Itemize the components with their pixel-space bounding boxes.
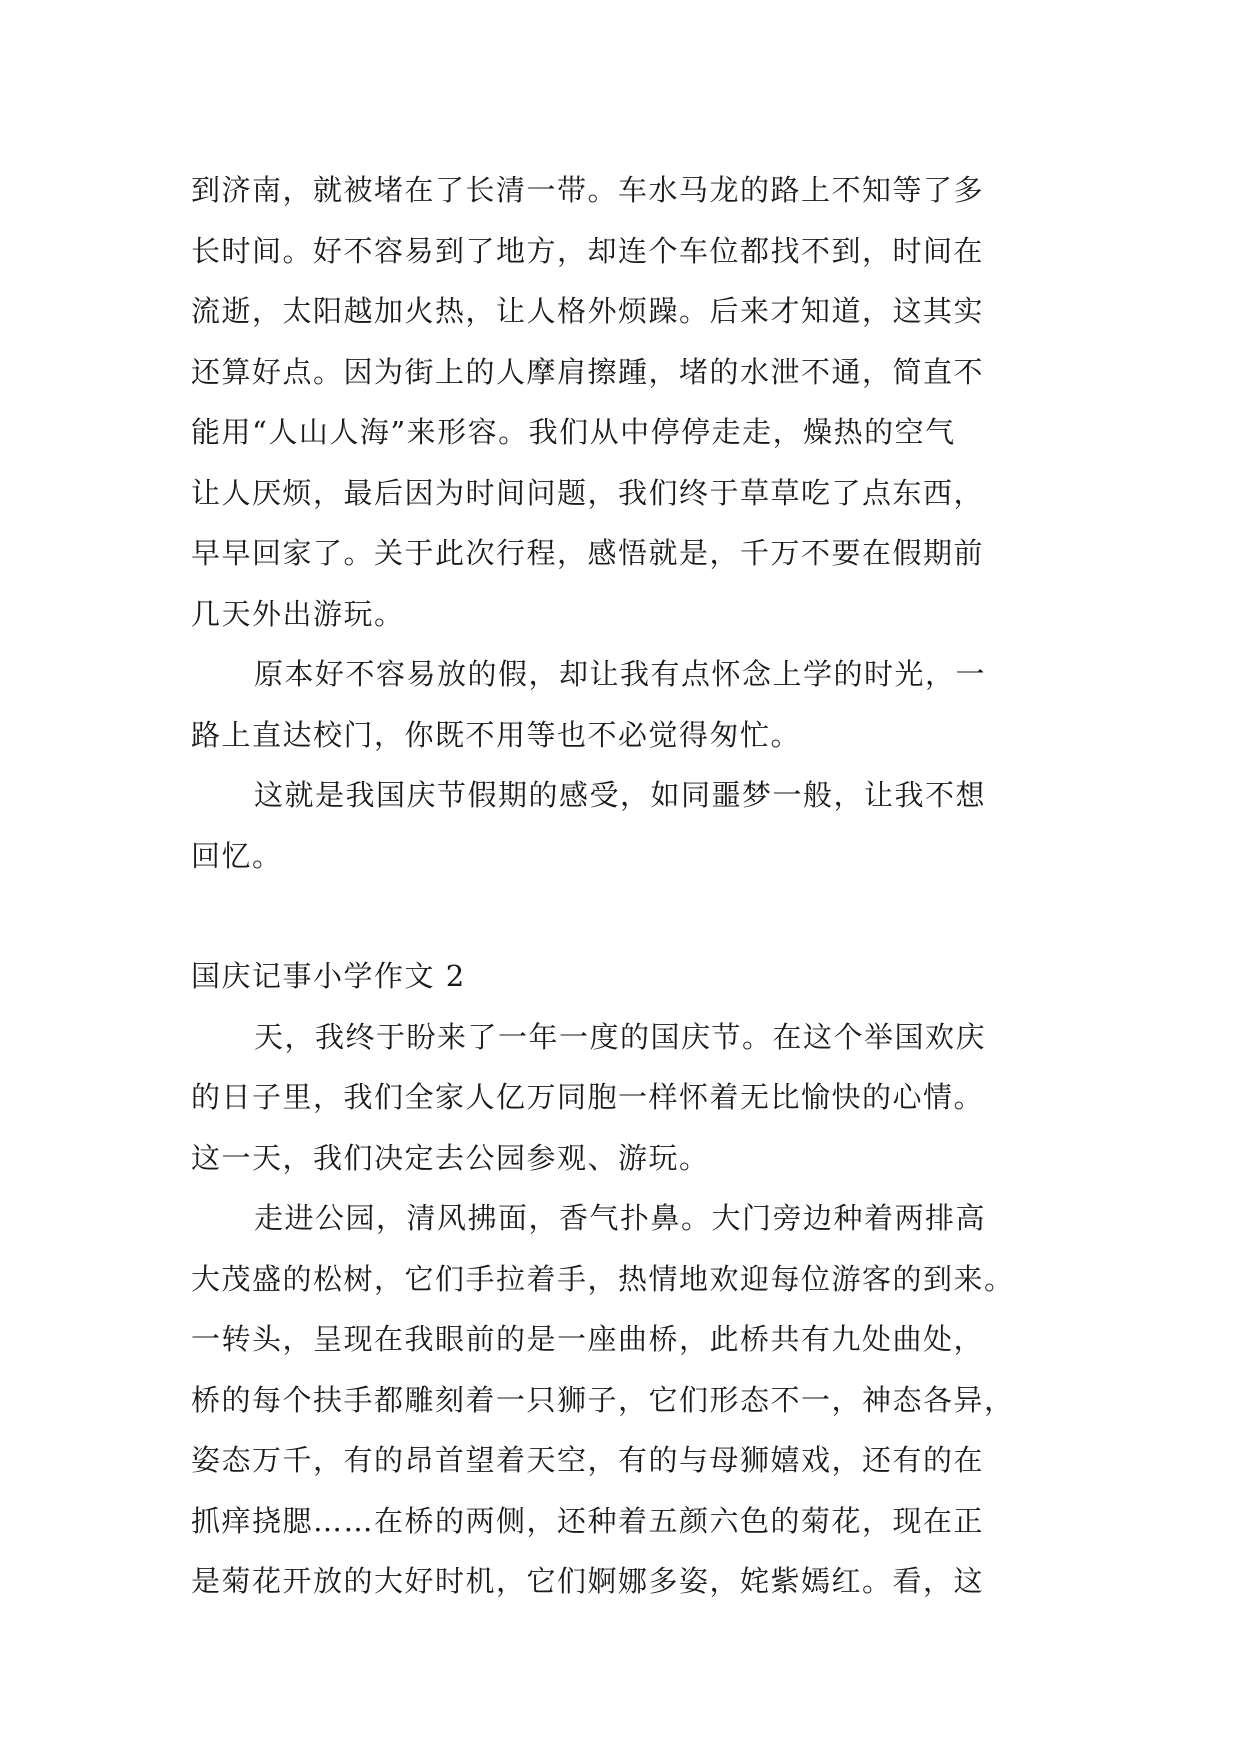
text-line: 路上直达校门，你既不用等也不必觉得匆忙。: [191, 717, 802, 752]
text-line: 回忆。: [191, 838, 283, 873]
text-line: 抓痒挠腮……在桥的两侧，还种着五颜六色的菊花，现在正: [191, 1503, 985, 1538]
paragraph: [191, 765, 1051, 886]
text-line: 这一天，我们决定去公园参观、游玩。: [191, 1140, 710, 1175]
text-line: 能用“人山人海”来形容。我们从中停停走走，燥热的空气: [191, 415, 956, 449]
text-line: 走进公园，清风拂面，香气扑鼻。大门旁边种着两排高: [254, 1201, 987, 1235]
text-line: 是菊花开放的大好时机，它们婀娜多姿，姹紫嫣红。看，这: [191, 1564, 985, 1598]
text-line: 天，我终于盼来了一年一度的国庆节。在这个举国欢庆: [254, 1019, 987, 1054]
text-line: 还算好点。因为街上的人摩肩擦踵，堵的水泄不通，简直不: [191, 354, 985, 389]
text-line: 桥的每个扶手都雕刻着一只狮子，它们形态不一，神态各异，: [191, 1382, 1015, 1417]
text-line: 让人厌烦，最后因为时间问题，我们终于草草吃了点东西，: [191, 475, 985, 510]
text-line: 这就是我国庆节假期的感受，如同噩梦一般，让我不想: [254, 778, 987, 812]
section-spacer: [191, 886, 1051, 946]
section-heading: 国庆记事小学作文 2: [191, 959, 466, 993]
text-line: 到济南，就被堵在了长清一带。车水马龙的路上不知等了多: [191, 173, 985, 207]
document-body: [191, 160, 1051, 1612]
text-line: 几天外出游玩。: [191, 596, 405, 631]
text-line: 大茂盛的松树，它们手拉着手，热情地欢迎每位游客的到来。: [191, 1261, 1015, 1296]
text-line: 一转头，呈现在我眼前的是一座曲桥，此桥共有九处曲处，: [191, 1322, 985, 1356]
paragraph: [191, 160, 1051, 644]
paragraph: [191, 1007, 1051, 1189]
text-line: 的日子里，我们全家人亿万同胞一样怀着无比愉快的心情。: [191, 1080, 985, 1114]
text-line: 流逝，太阳越加火热，让人格外烦躁。后来才知道，这其实: [191, 294, 985, 328]
text-line: 姿态万千，有的昂首望着天空，有的与母狮嬉戏，还有的在: [191, 1443, 985, 1477]
text-line: 原本好不容易放的假，却让我有点怀念上学的时光，一: [254, 657, 987, 691]
paragraph: [191, 1188, 1051, 1612]
text-line: 长时间。好不容易到了地方，却连个车位都找不到，时间在: [191, 233, 985, 268]
paragraph: [191, 644, 1051, 765]
text-line: 早早回家了。关于此次行程，感悟就是，千万不要在假期前: [191, 536, 985, 570]
